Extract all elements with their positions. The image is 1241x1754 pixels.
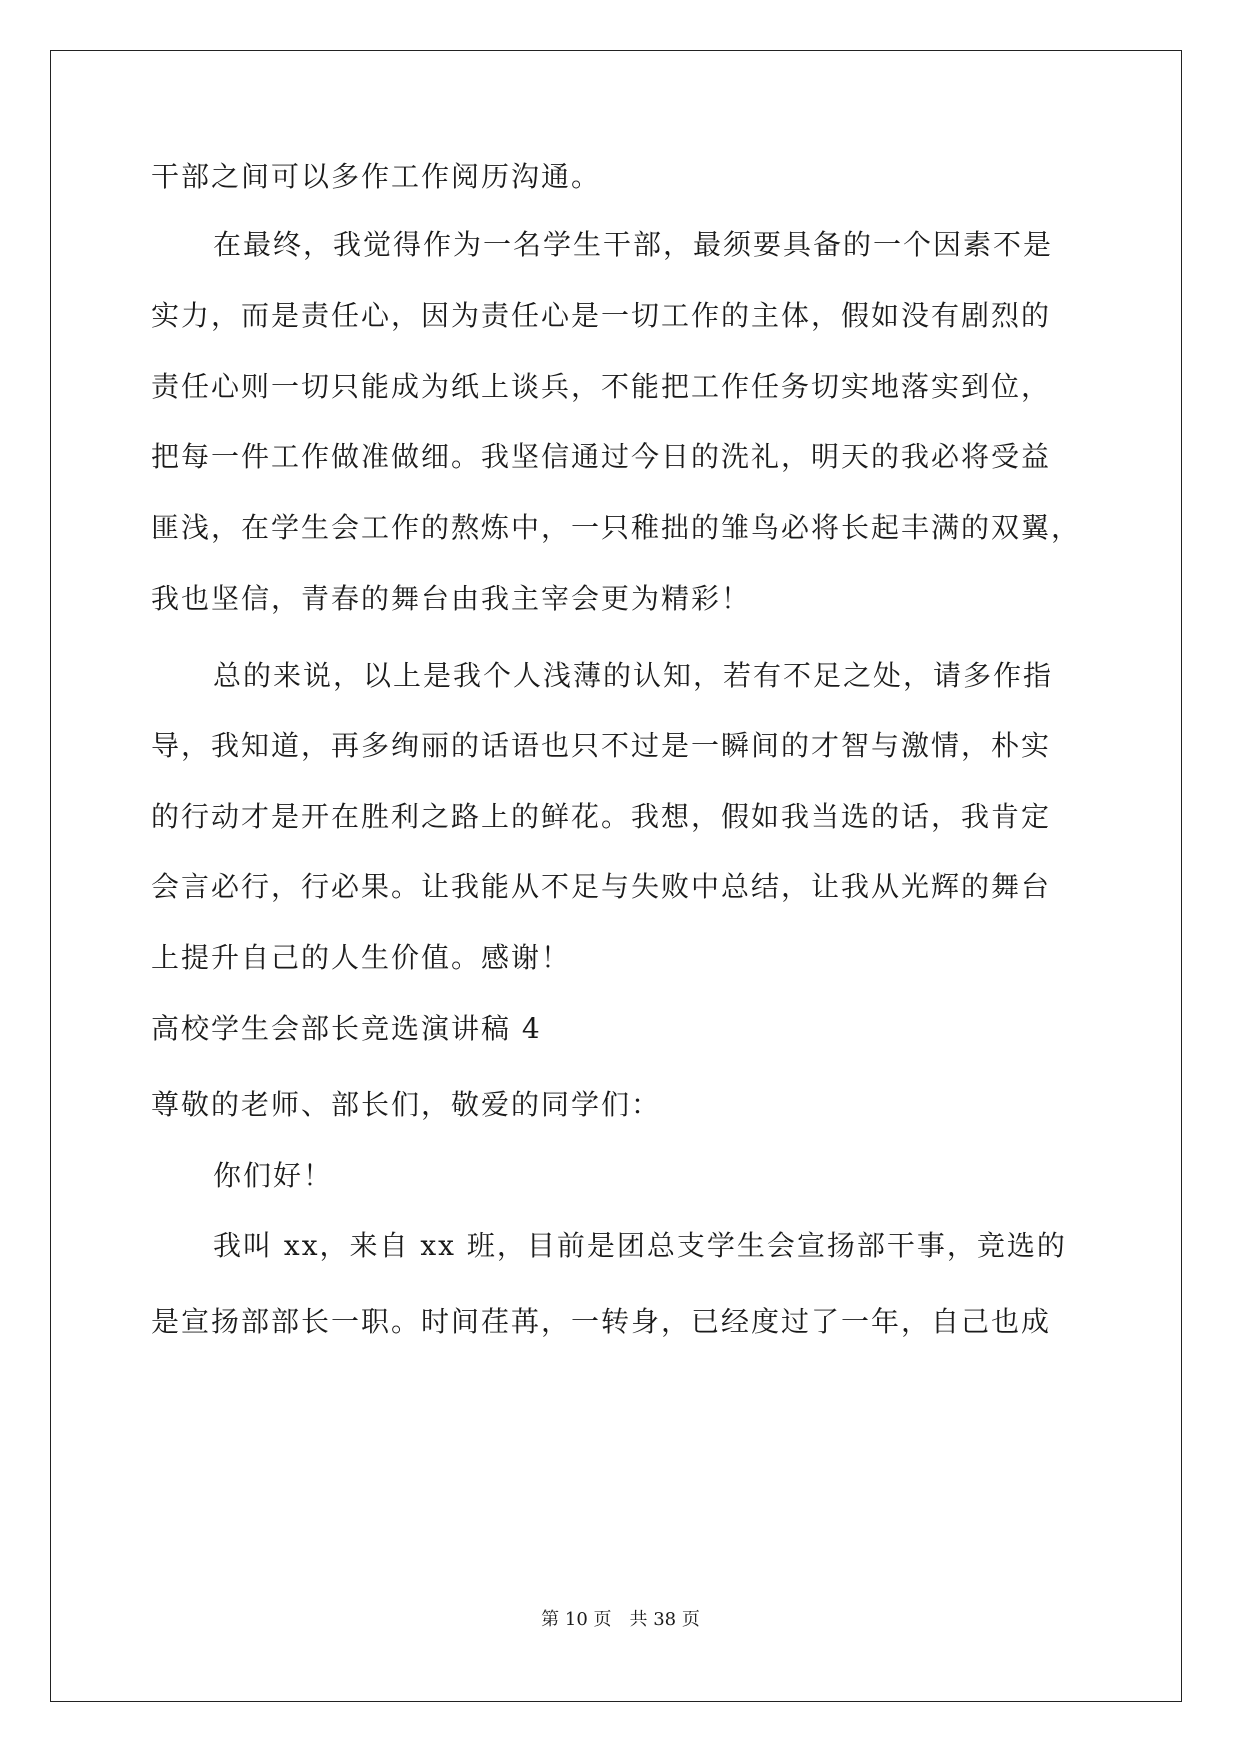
- paragraph-line: 我也坚信，青春的舞台由我主宰会更为精彩！: [151, 582, 752, 615]
- paragraph-line: 导，我知道，再多绚丽的话语也只不过是一瞬间的才智与激情，朴实: [151, 729, 1052, 762]
- paragraph-line: 在最终，我觉得作为一名学生干部，最须要具备的一个因素不是: [213, 228, 1054, 261]
- paragraph-line: 匪浅，在学生会工作的熬炼中，一只稚拙的雏鸟必将长起丰满的双翼，: [151, 511, 1082, 544]
- page-total: 共 38 页: [629, 1609, 700, 1630]
- paragraph-line: 我叫 xx，来自 xx 班，目前是团总支学生会宣扬部干事，竞选的: [213, 1229, 1067, 1262]
- paragraph-line: 是宣扬部部长一职。时间荏苒，一转身，已经度过了一年，自己也成: [151, 1305, 1052, 1338]
- paragraph-line: 把每一件工作做准做细。我坚信通过今日的洗礼，明天的我必将受益: [151, 440, 1052, 473]
- paragraph-line: 的行动才是开在胜利之路上的鲜花。我想，假如我当选的话，我肯定: [151, 800, 1052, 833]
- paragraph-line: 实力，而是责任心，因为责任心是一切工作的主体，假如没有剧烈的: [151, 299, 1052, 332]
- salutation-line: 尊敬的老师、部长们，敬爱的同学们：: [151, 1088, 662, 1121]
- paragraph-line: 干部之间可以多作工作阅历沟通。: [151, 160, 602, 193]
- section-heading: 高校学生会部长竞选演讲稿 4: [151, 1012, 542, 1045]
- greeting-line: 你们好！: [213, 1159, 334, 1192]
- paragraph-line: 上提升自己的人生价值。感谢！: [151, 941, 572, 974]
- paragraph-line: 责任心则一切只能成为纸上谈兵，不能把工作任务切实地落实到位，: [151, 370, 1052, 403]
- paragraph-line: 总的来说，以上是我个人浅薄的认知，若有不足之处，请多作指: [213, 659, 1054, 692]
- page-number: 第 10 页: [541, 1609, 612, 1630]
- paragraph-line: 会言必行，行必果。让我能从不足与失败中总结，让我从光辉的舞台: [151, 870, 1052, 903]
- page-footer: [0, 1608, 1241, 1632]
